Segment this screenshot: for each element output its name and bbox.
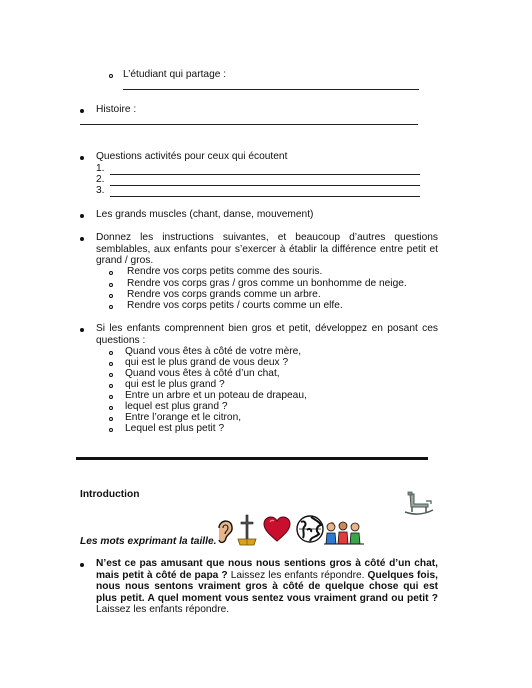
heart-icon: [262, 515, 292, 543]
develop-item: Quand vous êtes à côté de votre mère,: [125, 346, 302, 357]
sub-bullet: [109, 283, 113, 287]
instructions-intro: Donnez les instructions suivantes, et beaucoup d’autres questions semblables, aux enfants pour s’exercer à établir la différence entre petit et grand / gros.: [96, 232, 438, 266]
sub-bullet: [109, 406, 113, 410]
develop-item: qui est le plus grand de vous deux ?: [125, 357, 289, 368]
instruction-item: Rendre vos corps petits comme des souris.: [127, 266, 323, 277]
paragraph-text: Laissez les enfants répondre.: [96, 604, 230, 615]
question-answer-line[interactable]: [110, 196, 420, 197]
question-answer-line[interactable]: [110, 185, 420, 186]
question-number: 1.: [96, 163, 105, 174]
ear-icon: [214, 516, 236, 546]
question-number: 3.: [96, 185, 105, 196]
develop-item: Entre un arbre et un poteau de drapeau,: [125, 390, 307, 401]
sub-bullet: [109, 417, 113, 421]
histoire-label: Histoire :: [96, 104, 137, 115]
bullet: [80, 328, 84, 332]
bullet: [80, 214, 84, 218]
introduction-subheading: Les mots exprimant la taille.: [80, 536, 217, 547]
partage-answer-line[interactable]: [123, 89, 419, 90]
instruction-item: Rendre vos corps gras / gros comme un bonhomme de neige.: [127, 278, 407, 289]
bullet: [80, 237, 84, 241]
paragraph-bold-text: N’est ce pas amusant que nous nous sentions gros à côté d’un chat, mais petit à côté de papa ?: [96, 558, 438, 581]
develop-item: Lequel est plus petit ?: [125, 423, 225, 434]
sub-bullet: [109, 305, 113, 309]
sub-bullet: [109, 395, 113, 399]
sub-bullet: [109, 271, 113, 275]
develop-intro: Si les enfants comprennent bien gros et petit, développez en posant ces questions :: [96, 323, 438, 346]
sub-bullet: [109, 373, 113, 377]
bullet: [80, 109, 84, 113]
cross-on-book-icon: [236, 513, 258, 547]
develop-item: Entre l’orange et le citron,: [125, 412, 242, 423]
instruction-item: Rendre vos corps grands comme un arbre.: [127, 289, 321, 300]
muscles-label: Les grands muscles (chant, danse, mouvement): [96, 209, 314, 220]
globe-icon: [295, 512, 325, 546]
introduction-paragraph: [96, 558, 438, 616]
paragraph-text: Laissez les enfants répondre.: [227, 569, 365, 581]
develop-item: Quand vous êtes à côté d’un chat,: [125, 368, 280, 379]
sub-bullet: [109, 384, 113, 388]
section-divider: [76, 457, 428, 460]
introduction-heading: Introduction: [80, 489, 140, 500]
sub-bullet: [109, 351, 113, 355]
sub-bullet: [109, 294, 113, 298]
bullet: [80, 156, 84, 160]
children-group-icon: [323, 520, 365, 546]
instruction-item: Rendre vos corps petits / courts comme un elfe.: [127, 300, 343, 311]
question-number: 2.: [96, 174, 105, 185]
bullet: [80, 563, 84, 567]
sub-bullet: [109, 74, 113, 78]
rocking-chair-icon: [402, 490, 436, 516]
histoire-answer-line[interactable]: [80, 124, 418, 125]
partage-label: L’étudiant qui partage :: [123, 69, 227, 80]
develop-item: lequel est plus grand ?: [125, 401, 228, 412]
paragraph-bold-text: Quelques fois, nous nous sentons vraiment gros à côté de quelque chose qui est plus petit. A quel moment vous sentez vous vraiment grand ou petit ?: [96, 569, 438, 604]
sub-bullet: [109, 428, 113, 432]
question-answer-line[interactable]: [110, 174, 420, 175]
develop-item: qui est le plus grand ?: [125, 379, 225, 390]
questions-label: Questions activités pour ceux qui écoutent: [96, 151, 288, 162]
sub-bullet: [109, 362, 113, 366]
